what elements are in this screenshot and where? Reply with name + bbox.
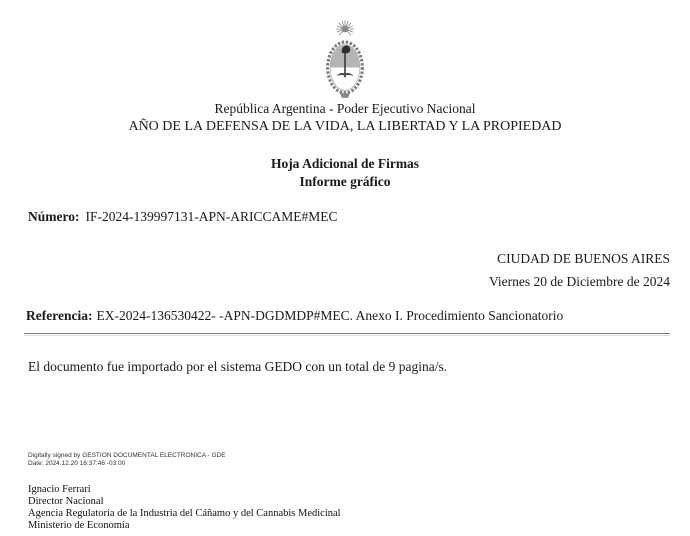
stamp-line-2: Date: 2024.12.20 16:37:46 -03:00 <box>28 459 126 467</box>
imported-document-text: El documento fue importado por el sistema GEDO con un total de 9 pagina/s. <box>28 359 448 374</box>
document-subtitle: Informe gráfico <box>299 174 391 189</box>
referencia-label: Referencia: <box>26 308 93 323</box>
stamp-line-1: Digitally signed by GESTION DOCUMENTAL ELECTRONICA - GDE <box>28 452 226 459</box>
numero-value: IF-2024-139997131-APN-ARICCAME#MEC <box>85 209 338 224</box>
city-line: CIUDAD DE BUENOS AIRES <box>497 251 670 266</box>
date-line: Viernes 20 de Diciembre de 2024 <box>488 274 670 289</box>
signer-ministry: Ministerio de Economía <box>28 520 130 531</box>
signer-name: Ignacio Ferrari <box>28 484 91 495</box>
coat-of-arms-svg <box>314 18 376 102</box>
signer-block <box>28 484 341 532</box>
document-title: Hoja Adicional de Firmas <box>270 156 420 171</box>
digital-signature-stamp <box>28 452 226 467</box>
header-line-1: República Argentina - Poder Ejecutivo Nacional <box>214 101 476 116</box>
separator-rule <box>24 333 670 336</box>
signer-organization: Agencia Regulatoria de la Industria del Cáñamo y del Cannabis Medicinal <box>28 508 341 519</box>
pike-pole <box>344 50 346 77</box>
argentina-coat-of-arms-icon <box>314 18 376 102</box>
numero-label: Número: <box>28 209 80 224</box>
numero-row <box>28 209 338 225</box>
sun-face <box>342 26 349 33</box>
referencia-value: EX-2024-136530422- -APN-DGDMDP#MEC. Anexo I. Procedimiento Sancionatorio <box>96 308 564 323</box>
referencia-row <box>26 308 670 324</box>
signer-title: Director Nacional <box>28 496 104 507</box>
header-line-2: AÑO DE LA DEFENSA DE LA VIDA, LA LIBERTAD Y LA PROPIEDAD <box>128 119 562 134</box>
